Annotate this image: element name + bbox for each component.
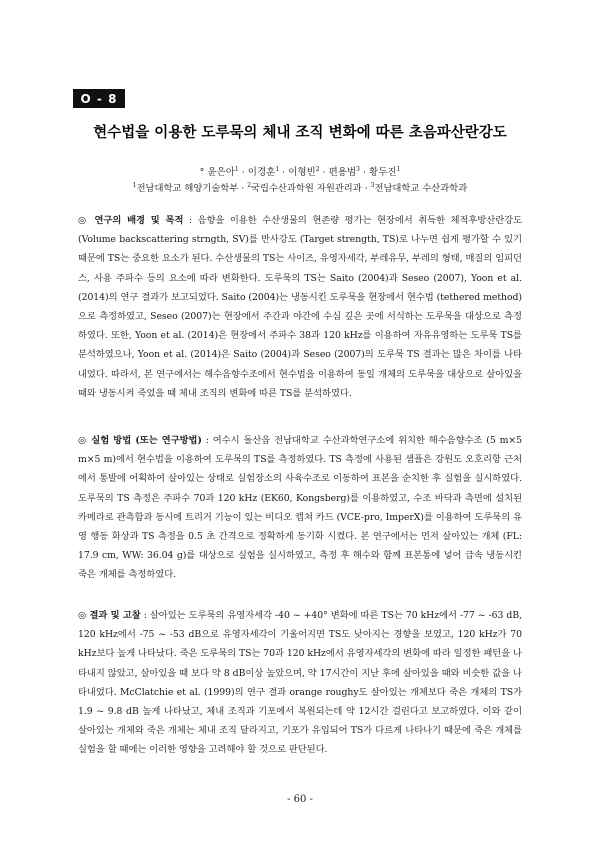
section-body: : 살아있는 도루묵의 유영자세각 -40 ~ +40° 변화에 따른 TS는 70 kHz에서 -77 ~ -63 dB, 120 kHz에서 -75 ~ -53 dB으로 유영자세각이 기울어지면 TS도 낮아지는 경향을 보였고, 120 kHz가 70 kHz보다 높게 나타났다. 죽은 도루묵의 TS는 70과 120 kHz에서 유영자세각의 변화에 따라 일정한 패턴을 나타내지 않았고, 살아있을 때 보다 약 8 dB이상 높았으며, 약 17시간이 지난 후에 살아있을 때와 비슷한 값을 나타내었다. McClatchie et al. (1999)의 연구 결과 orange roughy도 살아있는 개체보다 죽은 개체의 TS가 1.9 ~ 9.8 dB 높게 나타났고, 체내 조직과 기포에서 복원되는데 약 12시간 걸린다고 보고하였다. 이와 같이 살아있는 개체와 죽은 개체는 체내 조직 달라지고, 기포가 유입되어 TS가 다르게 나타나기 때문에 죽은 개체를 실험을 할 때에는 이러한 영향을 고려해야 할 것으로 판단된다. bbox=[78, 610, 523, 756]
affiliation-list bbox=[60, 180, 540, 194]
section-background bbox=[78, 211, 522, 403]
section-heading: ◎ 연구의 배경 및 목적 bbox=[78, 215, 184, 226]
section-body: : 여수시 돌산읍 전남대학교 수산과학연구소에 위치한 해수음향수조 (5 m×5 m×5 m)에서 현수법을 이용하여 도루묵의 TS를 측정하였다. TS 측정에 사용된 샘플은 강원도 오호리항 근처에서 통발에 어획하여 살아있는 상태로 실험장소의 사육수조로 이동하여 표본을 순치한 후 실험을 실시하였다. 도루묵의 TS 측정은 주파수 70과 120 kHz (EK60, Kongsberg)를 이용하였고, 수조 바닥과 측면에 설치된 카메라로 관측함과 동시에 트리거 기능이 있는 비디오 캡쳐 카드 (VCE-pro, ImperX)를 이용하여 도루묵의 유영 행동 화상과 TS 측정을 0.5 초 간격으로 정확하게 동기화 시켰다. 본 연구에서는 먼저 살아있는 개체 (FL: 17.9 cm, WW: 36.04 g)를 대상으로 실험을 실시하였고, 측정 후 해수와 함께 표본통에 넣어 급속 냉동시킨 죽은 개체를 측정하였다. bbox=[78, 435, 522, 581]
affiliation: $^1$전남대학교 해양기술학부 bbox=[132, 181, 239, 194]
affiliation-separator: · bbox=[361, 183, 371, 194]
author: · 이형빈$^2$ bbox=[279, 165, 320, 178]
section-methods bbox=[78, 431, 522, 585]
section-body: : 음향을 이용한 수산생물의 현존량 평가는 현장에서 취득한 체적후방산란강도 (Volume backscattering strngth, SV)를 반사강도 (Target strength, TS)로 나누면 쉽게 평가할 수 있기 때문에 TS는 중요한 요소가 된다. 수산생물의 TS는 사이즈, 유영자세각, 부레유무, 부레의 형태, 매질의 임피던스, 사용 주파수 등의 요소에 따라 변화한다. 도루묵의 TS는 Saito (2004)과 Seseo (2007), Yoon et al. (2014)의 연구 결과가 보고되었다. Saito (2004)는 냉동시킨 도루묵을 현장에서 현수법 (tethered method)으로 측정하였고, Seseo (2007)는 현장에서 주간과 야간에 수심 깊은 곳에 서식하는 도루묵을 대상으로 측정하였다. 또한, Yoon et al. (2014)은 현장에서 주파수 38과 120 kHz를 이용하여 자유유영하는 도루묵 TS를 분석하였으나, Yoon et al. (2014)은 Saito (2004)과 Seseo (2007)의 도루묵 TS 결과는 많은 차이를 나타내었다. 따라서, 본 연구에서는 해수음향수조에서 현수법을 이용하여 동일 개체의 도루묵을 대상으로 살아있을 때와 냉동시켜 죽었을 때 체내 조직의 변화에 따른 TS를 분석하였다. bbox=[78, 215, 522, 399]
author: · 편용범$^3$ bbox=[319, 165, 360, 178]
section-heading: ◎ 결과 및 고찰 bbox=[78, 610, 141, 621]
affiliation: $^2$국립수산과학원 자원관리과 bbox=[247, 181, 362, 194]
session-badge: O - 8 bbox=[73, 89, 125, 108]
section-results bbox=[78, 606, 522, 760]
author: · 황두진$^1$ bbox=[359, 165, 401, 178]
affiliation: $^3$전남대학교 수산과학과 bbox=[370, 181, 468, 194]
page-number: - 60 - bbox=[287, 794, 313, 805]
affiliation-separator: · bbox=[238, 183, 248, 194]
author: · 이경훈$^1$ bbox=[238, 165, 280, 178]
author: ° 윤은아$^1$ bbox=[199, 165, 239, 178]
author-list bbox=[60, 164, 540, 178]
paper-title: 현수법을 이용한 도루묵의 체내 조직 변화에 따른 초음파산란강도 bbox=[93, 124, 507, 141]
section-heading: ◎ 실험 방법 (또는 연구방법) bbox=[78, 435, 202, 446]
